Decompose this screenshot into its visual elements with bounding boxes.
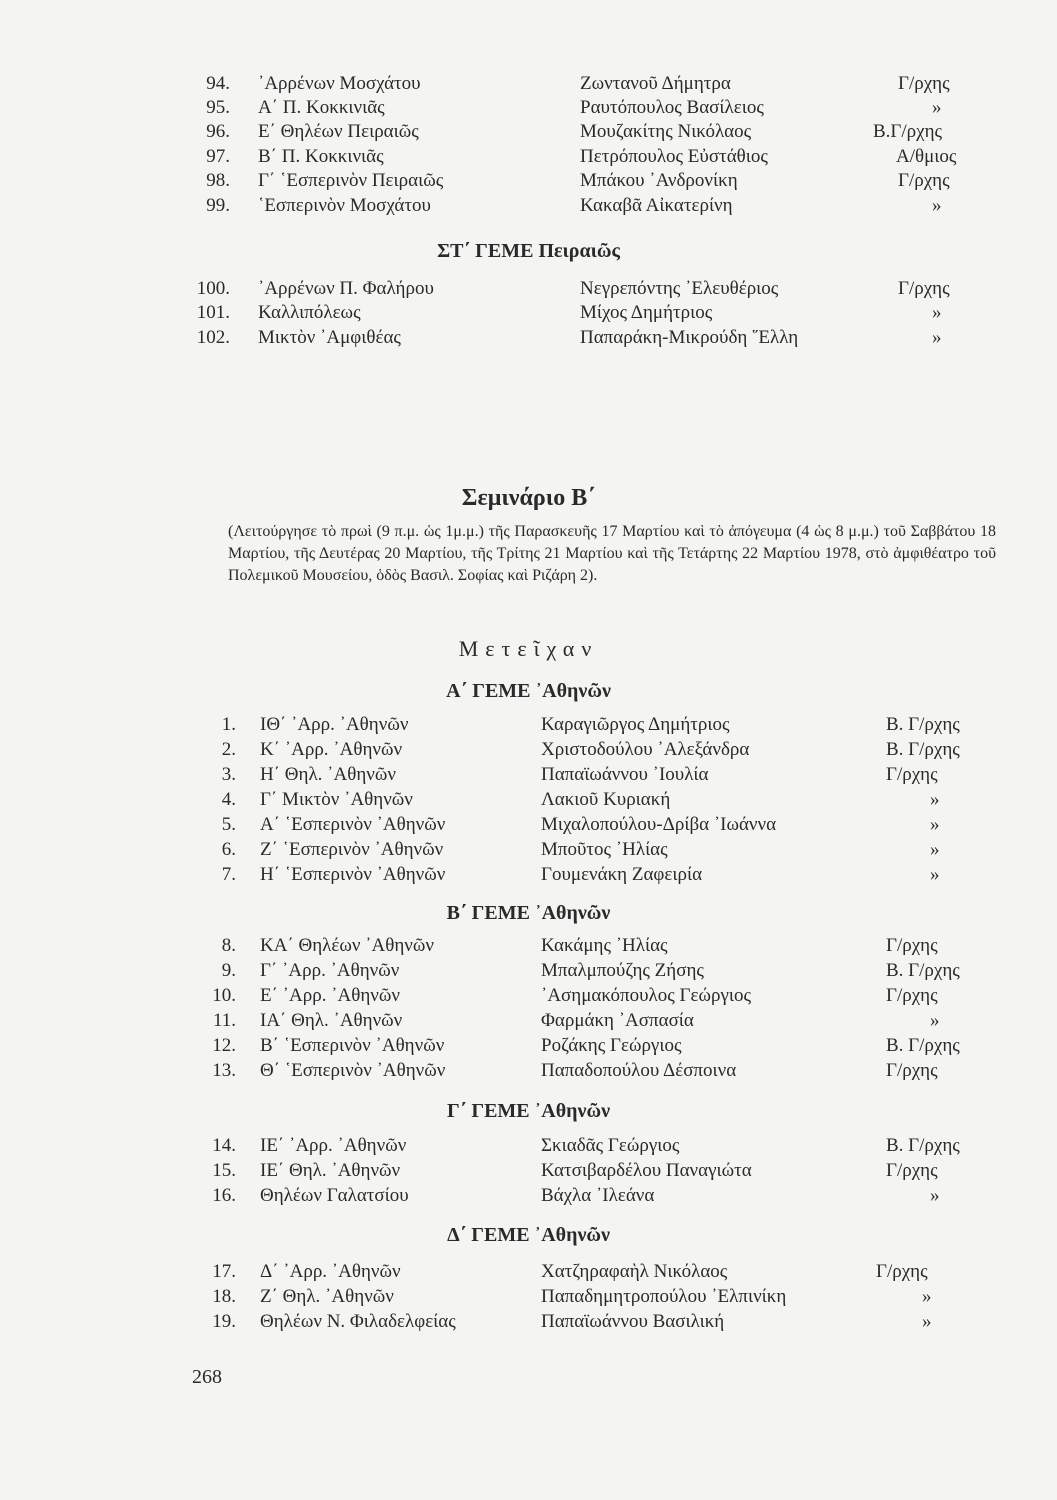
table-row bbox=[196, 1260, 986, 1284]
role: » bbox=[932, 327, 942, 348]
person-name: Μίχος Δημήτριος bbox=[580, 302, 713, 323]
school-name: Α΄ Π. Κοκκινιᾶς bbox=[258, 97, 385, 118]
table-row bbox=[196, 838, 986, 862]
section-heading: Α΄ ΓΕΜΕ ᾿Αθηνῶν bbox=[446, 680, 611, 702]
entry-number: 14. bbox=[212, 1135, 236, 1156]
person-name: Ραυτόπουλος Βασίλειος bbox=[580, 97, 764, 118]
role: Γ/ρχης bbox=[886, 985, 938, 1006]
entry-number: 9. bbox=[221, 960, 236, 981]
role: Β.Γ/ρχης bbox=[873, 121, 943, 142]
person-name: Λακιοῦ Κυριακή bbox=[541, 789, 671, 810]
role: » bbox=[930, 839, 940, 860]
person-name: Γουμενάκη Ζαφειρία bbox=[541, 864, 703, 885]
entry-number: 99. bbox=[206, 195, 230, 216]
person-name: Μπάκου ᾿Ανδρονίκη bbox=[580, 170, 738, 191]
table-row bbox=[196, 738, 986, 762]
table-row bbox=[196, 1285, 986, 1309]
entry-number: 18. bbox=[212, 1286, 236, 1307]
school-name: Γ΄ ᾿Αρρ. ᾿Αθηνῶν bbox=[260, 960, 400, 981]
table-row bbox=[196, 763, 986, 787]
table-row bbox=[196, 1310, 986, 1334]
person-name: ᾿Ασημακόπουλος Γεώργιος bbox=[541, 985, 751, 1006]
entry-number: 5. bbox=[221, 814, 236, 835]
role: Γ/ρχης bbox=[886, 935, 938, 956]
entry-number: 16. bbox=[212, 1185, 236, 1206]
role: » bbox=[930, 789, 940, 810]
school-name: Καλλιπόλεως bbox=[258, 302, 361, 323]
role: Α/θμιος bbox=[896, 146, 957, 167]
entry-number: 7. bbox=[221, 864, 236, 885]
school-name: Β΄ ῾Εσπερινὸν ᾿Αθηνῶν bbox=[260, 1035, 445, 1056]
participants-label: Μετεῖχαν bbox=[458, 636, 599, 661]
entry-number: 1. bbox=[221, 714, 236, 735]
person-name: Κατσιβαρδέλου Παναγιώτα bbox=[541, 1160, 752, 1181]
entry-number: 11. bbox=[212, 1010, 236, 1031]
entry-number: 96. bbox=[206, 121, 230, 142]
school-name: Η΄ Θηλ. ᾿Αθηνῶν bbox=[260, 764, 396, 785]
role: Β. Γ/ρχης bbox=[886, 714, 960, 735]
role: » bbox=[932, 97, 942, 118]
person-name: Φαρμάκη ᾿Ασπασία bbox=[541, 1010, 694, 1031]
school-name: Γ΄ ῾Εσπερινὸν Πειραιῶς bbox=[258, 170, 444, 191]
person-name: Σκιαδᾶς Γεώργιος bbox=[541, 1135, 680, 1156]
entry-number: 4. bbox=[221, 789, 236, 810]
person-name: Μπαλμπούζης Ζήσης bbox=[541, 960, 704, 981]
page-number: 268 bbox=[192, 1366, 222, 1388]
entry-number: 94. bbox=[206, 73, 230, 94]
table-row bbox=[190, 326, 970, 350]
school-name: Μικτὸν ᾿Αμφιθέας bbox=[258, 327, 401, 348]
entry-number: 17. bbox=[212, 1261, 236, 1282]
table-row bbox=[196, 1159, 986, 1183]
school-name: Α΄ ῾Εσπερινὸν ᾿Αθηνῶν bbox=[260, 814, 446, 835]
school-name: Θηλέων Γαλατσίου bbox=[260, 1185, 409, 1206]
school-name: ῾Εσπερινὸν Μοσχάτου bbox=[258, 195, 431, 216]
entry-number: 8. bbox=[221, 935, 236, 956]
entry-number: 19. bbox=[212, 1311, 236, 1332]
person-name: Μιχαλοπούλου-Δρίβα ᾿Ιωάννα bbox=[541, 814, 777, 835]
school-name: ΙΑ΄ Θηλ. ᾿Αθηνῶν bbox=[260, 1010, 403, 1031]
person-name: Παπαράκη-Μικρούδη ῞Ελλη bbox=[580, 327, 799, 348]
table-row bbox=[196, 1034, 986, 1058]
person-name: Χατζηραφαὴλ Νικόλαος bbox=[541, 1261, 728, 1282]
table-row bbox=[196, 1009, 986, 1033]
person-name: Παπαϊωάννου Βασιλική bbox=[541, 1311, 725, 1332]
entry-number: 13. bbox=[212, 1060, 236, 1081]
person-name: Ζωντανοῦ Δήμητρα bbox=[580, 73, 731, 94]
school-name: Η΄ ῾Εσπερινὸν ᾿Αθηνῶν bbox=[260, 864, 446, 885]
entry-number: 2. bbox=[221, 739, 236, 760]
role: Γ/ρχης bbox=[898, 278, 950, 299]
table-row bbox=[196, 1184, 986, 1208]
school-name: Ε΄ ᾿Αρρ. ᾿Αθηνῶν bbox=[260, 985, 400, 1006]
table-row bbox=[190, 96, 970, 120]
seminar-description: (Λειτούργησε τὸ πρωὶ (9 π.μ. ὡς 1μ.μ.) τῆς Παρασκευῆς 17 Μαρτίου καὶ τὸ ἀπόγευμα (4 ὡς 8 μ.μ.) τοῦ Σαββάτου 18 Μαρτίου, τῆς Δευτέρας 20 Μαρτίου, τῆς Τρίτης 21 Μαρτίου καὶ τῆς Τετάρτης 22 Μαρτίου 1978, στὸ ἀμφιθέατρο τοῦ Πολεμικοῦ Μουσείου, ὁδὸς Βασιλ. Σοφίας καὶ Ριζάρη 2). bbox=[228, 523, 996, 584]
person-name: Παπαδημητροπούλου ᾿Ελπινίκη bbox=[541, 1286, 787, 1307]
entry-number: 6. bbox=[221, 839, 236, 860]
table-row bbox=[196, 863, 986, 887]
person-name: Πετρόπουλος Εὐστάθιος bbox=[580, 146, 768, 167]
entry-number: 101. bbox=[196, 302, 230, 323]
role: Γ/ρχης bbox=[886, 1160, 938, 1181]
entry-number: 15. bbox=[212, 1160, 236, 1181]
table-row bbox=[196, 934, 986, 958]
person-name: Παπαϊωάννου ᾿Ιουλία bbox=[541, 764, 709, 785]
role: » bbox=[930, 814, 940, 835]
school-name: Γ΄ Μικτὸν ᾿Αθηνῶν bbox=[260, 789, 413, 810]
school-name: Κ΄ ᾿Αρρ. ᾿Αθηνῶν bbox=[260, 739, 403, 760]
role: » bbox=[922, 1311, 932, 1332]
role: Γ/ρχης bbox=[886, 764, 938, 785]
role: Γ/ρχης bbox=[886, 1060, 938, 1081]
school-name: Θηλέων Ν. Φιλαδελφείας bbox=[260, 1311, 456, 1332]
school-name: Ζ΄ ῾Εσπερινὸν ᾿Αθηνῶν bbox=[260, 839, 444, 860]
person-name: Παπαδοπούλου Δέσποινα bbox=[541, 1060, 737, 1081]
table-row bbox=[196, 1134, 986, 1158]
role: Β. Γ/ρχης bbox=[886, 960, 960, 981]
entry-number: 12. bbox=[212, 1035, 236, 1056]
table-row bbox=[190, 120, 970, 144]
school-name: ΙΘ΄ ᾿Αρρ. ᾿Αθηνῶν bbox=[260, 714, 409, 735]
section-heading: Β΄ ΓΕΜΕ ᾿Αθηνῶν bbox=[446, 902, 611, 924]
school-name: ᾿Αρρένων Μοσχάτου bbox=[258, 73, 421, 94]
role: Γ/ρχης bbox=[876, 1261, 928, 1282]
role: Β. Γ/ρχης bbox=[886, 1035, 960, 1056]
school-name: Β΄ Π. Κοκκινιᾶς bbox=[258, 146, 384, 167]
person-name: Κακάμης ᾿Ηλίας bbox=[541, 935, 668, 956]
school-name: Ζ΄ Θηλ. ᾿Αθηνῶν bbox=[260, 1286, 394, 1307]
role: Γ/ρχης bbox=[898, 170, 950, 191]
role: Β. Γ/ρχης bbox=[886, 1135, 960, 1156]
section-heading: ΣΤ΄ ΓΕΜΕ Πειραιῶς bbox=[437, 240, 620, 262]
table-row bbox=[196, 813, 986, 837]
entry-number: 100. bbox=[196, 278, 230, 299]
table-row bbox=[190, 169, 970, 193]
person-name: Καραγιῶργος Δημήτριος bbox=[541, 714, 730, 735]
school-name: ΙΕ΄ Θηλ. ᾿Αθηνῶν bbox=[260, 1160, 401, 1181]
person-name: Μποῦτος ᾿Ηλίας bbox=[541, 839, 668, 860]
role: » bbox=[922, 1286, 932, 1307]
table-row bbox=[196, 984, 986, 1008]
role: Β. Γ/ρχης bbox=[886, 739, 960, 760]
school-name: ᾿Αρρένων Π. Φαλήρου bbox=[258, 278, 434, 299]
school-name: Ε΄ Θηλέων Πειραιῶς bbox=[258, 121, 419, 142]
table-row bbox=[190, 277, 970, 301]
table-row bbox=[196, 1059, 986, 1083]
person-name: Βάχλα ᾿Ιλεάνα bbox=[541, 1185, 655, 1206]
role: » bbox=[930, 1185, 940, 1206]
table-row bbox=[196, 959, 986, 983]
school-name: ΙΕ΄ ᾿Αρρ. ᾿Αθηνῶν bbox=[260, 1135, 407, 1156]
person-name: Ροζάκης Γεώργιος bbox=[541, 1035, 682, 1056]
school-name: Θ΄ ῾Εσπερινὸν ᾿Αθηνῶν bbox=[260, 1060, 446, 1081]
person-name: Χριστοδούλου ᾿Αλεξάνδρα bbox=[541, 739, 750, 760]
entry-number: 97. bbox=[206, 146, 230, 167]
person-name: Κακαβᾶ Αἰκατερίνη bbox=[580, 195, 733, 216]
entry-number: 98. bbox=[206, 170, 230, 191]
school-name: ΚΑ΄ Θηλέων ᾿Αθηνῶν bbox=[260, 935, 434, 956]
table-row bbox=[190, 194, 970, 218]
role: » bbox=[930, 1010, 940, 1031]
table-row bbox=[190, 301, 970, 325]
entry-number: 95. bbox=[206, 97, 230, 118]
role: » bbox=[930, 864, 940, 885]
entry-number: 10. bbox=[212, 985, 236, 1006]
entry-number: 102. bbox=[196, 327, 230, 348]
person-name: Μουζακίτης Νικόλαος bbox=[580, 121, 752, 142]
person-name: Νεγρεπόντης ᾿Ελευθέριος bbox=[580, 278, 779, 299]
table-row bbox=[190, 145, 970, 169]
role: Γ/ρχης bbox=[898, 73, 950, 94]
school-name: Δ΄ ᾿Αρρ. ᾿Αθηνῶν bbox=[260, 1261, 401, 1282]
table-row bbox=[196, 713, 986, 737]
role: » bbox=[932, 195, 942, 216]
seminar-title: Σεμινάριο Β΄ bbox=[461, 485, 596, 511]
role: » bbox=[932, 302, 942, 323]
entry-number: 3. bbox=[221, 764, 236, 785]
section-heading: Γ΄ ΓΕΜΕ ᾿Αθηνῶν bbox=[446, 1100, 611, 1122]
table-row bbox=[190, 72, 970, 96]
table-row bbox=[196, 788, 986, 812]
section-heading: Δ΄ ΓΕΜΕ ᾿Αθηνῶν bbox=[447, 1224, 610, 1246]
